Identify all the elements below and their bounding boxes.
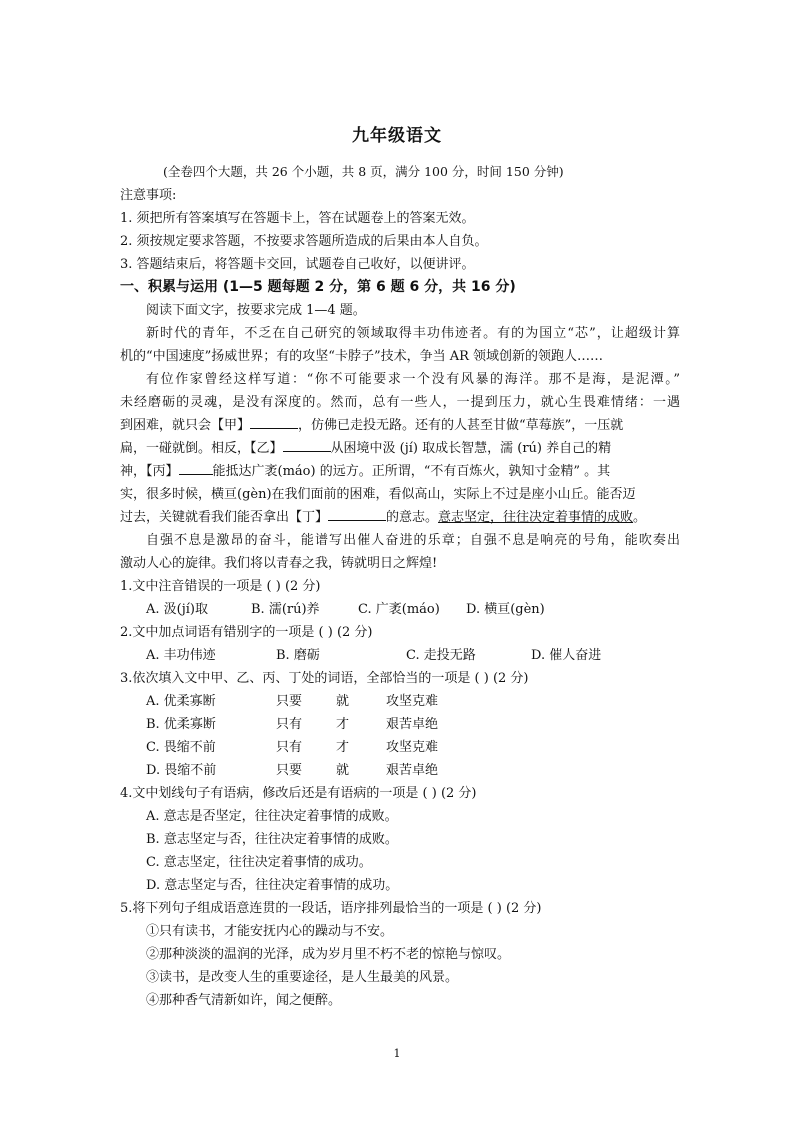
option-row — [120, 713, 680, 736]
option-a: A. 意志是否坚定，往往决定着事情的成败。 — [146, 809, 398, 824]
passage-text: 从困境中汲 (jí) 取成长智慧，濡 (rú) 养自己的精 — [330, 441, 612, 456]
option-a: A. 汲(jí)取 — [146, 602, 208, 617]
option-cell: 攻坚克难 — [386, 694, 439, 709]
sentence-item: ①只有读书，才能安抚内心的躁动与不安。 — [146, 924, 394, 939]
option-b: B. 磨砺 — [276, 648, 320, 663]
option-c: C. 走投无路 — [406, 648, 476, 663]
notice-heading: 注意事项: — [120, 188, 177, 203]
option-d: D. 催人奋进 — [531, 648, 602, 663]
question-options — [120, 598, 680, 621]
option-cell: 艰苦卓绝 — [386, 763, 439, 778]
passage-text: 扁，一碰就倒。相反，【乙】 — [120, 441, 283, 456]
option-cell: C. 畏缩不前 — [146, 740, 216, 755]
blank-ding — [328, 506, 386, 521]
section-intro: 阅读下面文字，按要求完成 1—4 题。 — [146, 303, 366, 318]
passage-line — [120, 460, 680, 483]
option-cell: 攻坚克难 — [386, 740, 439, 755]
passage-text: 。 — [633, 510, 647, 525]
question-1 — [120, 575, 680, 621]
passage-text: 过去，关键就看我们能否拿出【丁】 — [120, 510, 329, 525]
option-cell: 只要 — [276, 763, 303, 778]
passage-text: 到困难，就只会【甲】 — [120, 418, 251, 433]
option-cell: 就 — [336, 694, 350, 709]
sentence-item: ②那种淡淡的温润的光泽，成为岁月里不朽不老的惊艳与惊叹。 — [146, 947, 511, 962]
page-number: 1 — [393, 1047, 401, 1060]
section-heading: 一、积累与运用 (1—5 题每题 2 分，第 6 题 6 分，共 16 分) — [120, 279, 516, 295]
option-row — [120, 736, 680, 759]
option-cell: 艰苦卓绝 — [386, 717, 439, 732]
option-cell: 只有 — [276, 740, 303, 755]
passage-text: 神，【丙】 — [120, 464, 179, 479]
question-stem: 1.文中注音错误的一项是 ( ) (2 分) — [120, 579, 321, 594]
sentence-item: ③读书，是改变人生的重要途径，是人生最美的风景。 — [146, 970, 459, 985]
sentence-item: ④那种香气清新如许，闻之便醉。 — [146, 993, 342, 1008]
option-cell: D. 畏缩不前 — [146, 763, 217, 778]
notice-item: 3. 答题结束后，将答题卡交回，试题卷自己收好，以便讲评。 — [120, 257, 475, 272]
passage-line — [120, 506, 680, 529]
notice-item: 1. 须把所有答案填写在答题卡上，答在试题卷上的答案无效。 — [120, 211, 475, 226]
option-a: A. 丰功伟迹 — [146, 648, 216, 663]
option-cell: 只有 — [276, 717, 303, 732]
page-title: 九年级语文 — [352, 126, 442, 146]
passage-line: 自强不息是激昂的奋斗，能谱写出催人奋进的乐章；自强不息是响亮的号角，能吹奏出 — [146, 533, 680, 548]
passage-text: ，仿佛已走投无路。还有的人甚至甘做“草莓族”，一压就 — [298, 418, 624, 433]
option-cell: 才 — [336, 740, 350, 755]
option-c: C. 广袤(máo) — [358, 602, 440, 617]
passage-line: 有位作家曾经这样写道：“你不可能要求一个没有风暴的海洋。那不是海，是泥潭。” — [146, 372, 680, 387]
option-cell: A. 优柔寡断 — [146, 694, 216, 709]
reading-passage — [120, 322, 680, 575]
option-row — [120, 759, 680, 782]
blank-bing — [179, 460, 213, 475]
question-options — [120, 644, 680, 667]
passage-line: 激动人心的旋律。我们将以青春之我，铸就明日之辉煌! — [120, 556, 438, 571]
option-b: B. 意志坚定与否，往往决定着事情的成败。 — [146, 832, 398, 847]
underlined-sentence: 意志坚定，往往决定着事情的成败 — [438, 510, 634, 525]
passage-line — [120, 414, 680, 437]
option-cell: B. 优柔寡断 — [146, 717, 216, 732]
question-3 — [120, 667, 680, 782]
option-row — [120, 690, 680, 713]
passage-line — [120, 437, 680, 460]
option-d: D. 横亘(gèn) — [466, 602, 545, 617]
question-stem: 3.依次填入文中甲、乙、丙、丁处的词语，全部恰当的一项是 ( ) (2 分) — [120, 671, 529, 686]
option-cell: 就 — [336, 763, 350, 778]
option-cell: 只要 — [276, 694, 303, 709]
question-4 — [120, 782, 680, 897]
notice-item: 2. 须按规定要求答题，不按要求答题所造成的后果由本人自负。 — [120, 234, 488, 249]
question-5 — [120, 897, 680, 1012]
option-b: B. 濡(rú)养 — [251, 602, 320, 617]
blank-yi — [283, 437, 331, 452]
option-c: C. 意志坚定，往往决定着事情的成功。 — [146, 855, 372, 870]
blank-jia — [250, 414, 298, 429]
option-d: D. 意志坚定与否，往往决定着事情的成功。 — [146, 878, 399, 893]
option-cell: 才 — [336, 717, 350, 732]
passage-line: 实，很多时候，横亘(gèn)在我们面前的困难，看似高山，实际上不过是座小山丘。能否迈 — [120, 487, 636, 502]
passage-text: 的意志。 — [386, 510, 439, 525]
question-2 — [120, 621, 680, 667]
question-stem: 2.文中加点词语有错别字的一项是 ( ) (2 分) — [120, 625, 373, 640]
exam-info: (全卷四个大题，共 26 个小题，共 8 页，满分 100 分，时间 150 分钟) — [163, 164, 564, 179]
passage-text: 能抵达广袤(máo) 的远方。正所谓，“不有百炼火，孰知寸金精” 。其 — [212, 464, 611, 479]
question-stem: 5.将下列句子组成语意连贯的一段话，语序排列最恰当的一项是 ( ) (2 分) — [120, 901, 542, 916]
passage-line: 机的“中国速度”扬威世界；有的攻坚“卡脖子”技术，争当 AR 领域创新的领跑人…… — [120, 349, 604, 364]
passage-line: 未经磨砺的灵魂，是没有深度的。然而，总有一些人，一提到压力，就心生畏难情绪：一遇 — [120, 395, 680, 410]
question-stem: 4.文中划线句子有语病，修改后还是有语病的一项是 ( ) (2 分) — [120, 786, 477, 801]
passage-line: 新时代的青年，不乏在自己研究的领域取得丰功伟迹者。有的为国立“芯”，让超级计算 — [146, 326, 680, 341]
exam-content — [120, 184, 680, 1012]
